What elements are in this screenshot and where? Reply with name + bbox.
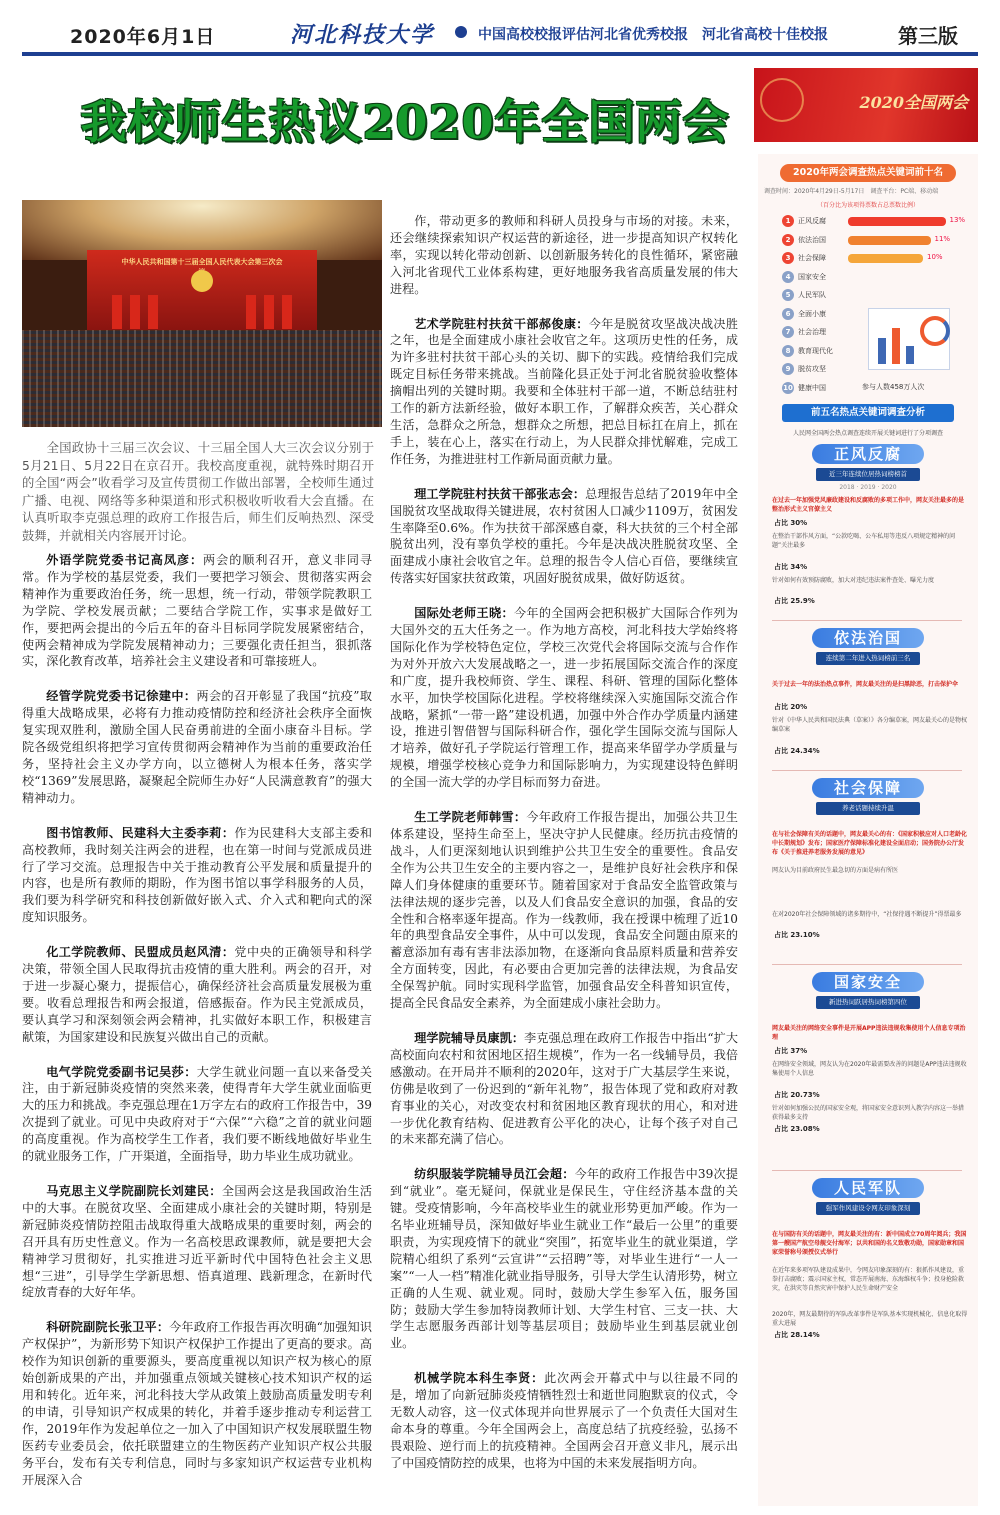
speaker-name: 外语学院党委书记高凤彦： [46,553,204,567]
ranking-row [782,214,966,228]
speaker-name: 科研院副院长张卫平： [46,1320,170,1335]
ranking-row [782,270,962,284]
ranking-number: 5 [782,289,794,301]
keyword-question: 在近年来多项军队建设成果中，令网友印象深刻的有：狠抓作风建设，重拳打击腐败；震示国家主权，常态开展南海、东海维权斗争；投身抢险救灾，在洪灾等自然灾害中保护人民生命财产安全 [772,1267,965,1292]
ranking-bar [848,254,923,263]
ranking-bar [848,236,931,245]
analysis-note: 人民网全国两会热点调查连续开展关键词进行了分项调查 [792,430,943,437]
page-headline: 我校师生热议2020年全国两会 [80,95,730,149]
ranking-row [782,233,962,247]
speaker-name: 纺织服装学院辅导员江会超： [414,1167,575,1182]
keyword-subtitle: 新进热词跃居热词榜第四位 [816,996,920,1009]
keyword-title: 依法治国 [812,628,924,648]
issue-date: 2020年6月1日 [70,26,216,48]
paper-logo: 河北科技大学 [290,22,435,48]
keyword-question: 在与社会保障有关的话题中，网友最关心的有：《国家积极应对人口老龄化中长期规划》发布；国家医疗保障标准化建设全面启动；国务院办公厅发布《关于推进养老服务发展的意见》 [772,831,968,856]
article-column-right [390,213,738,1490]
ranking-percent: 13% [949,216,966,224]
masthead [22,14,978,52]
article-paragraph [22,1319,372,1488]
analysis-title: 前五名热点关键词调查分析 [782,404,954,422]
article-text: 今年的全国两会把积极扩大国际合作列为大国外交的五大任务之一。作为地方高校，河北科技大学始终将国际化作为学校特色定位，学校三次党代会将国际交流与合作作为对外开放六大发展战略之一，进一步拓展国际交流合作的深度和广度，提升我校师资、学生、课程、科研、管理的国际化整体水平，加快学校国际化进程。学校将继续深入实施国际交流合作战略，紧抓“一带一路”建设机遇，加强中外合作办学质量内涵建设，推进引智借智与国际科研合作，强化学生国际交流与国际人才培养，做好孔子学院运行管理工作，提高来华留学办学质量与规模，增强学校核心竞争力和国际影响力，为实现建设特色鲜明的全国一流大学的办学目标而努力奋进。 [390,606,738,790]
ranking-percent: 11% [934,234,951,243]
speaker-name: 艺术学院驻村扶贫干部郝俊康： [414,316,589,331]
ranking-label: 正风反腐 [798,217,826,225]
ranking-number: 3 [782,252,794,264]
speaker-name: 化工学院教师、民盟成员赵风清： [46,945,235,960]
survey-meta: 调查时间：2020年4月29日-5月17日 调查平台：PC端、移动端 [764,188,939,195]
keyword-percent: 占比 23.08% [774,1125,820,1133]
article-text: 今年政府工作报告再次明确“加强知识产权保护”，为新形势下知识产权保护工作提出了更高的要求。高校作为知识创新的重要源头，要高度重视以知识产权为核心的原始创新成果的产出，并加强重点领域关键核心技术知识产权的运用和转化。近年来，河北科技大学从政策上鼓励高质量发明专利的申请，引导知识产权成果的转化，并着手逐步推动专利运营工作，2019年作为发起单位之一加入了中国知识产权发展联盟生物医药专业委员会，依托联盟建立的生物医药产业知识产权公共服务平台，发布有关专利信息，同时与多家知识产权运营专业机构开展深入合 [22,1320,372,1487]
article-paragraph [390,1166,738,1352]
article-text: 李克强总理在政府工作报告中指出“扩大高校面向农村和贫困地区招生规模”，作为一名一线辅导员，我倍感激动。在开局并不顺利的2020年，这对于广大基层学生来说，仿佛是收到了一份迟到的“新年礼物”，报告体现了党和政府对教育事业的关心，对改变农村和贫困地区教育现状的用心，和对进一步优化教育结构、促进教育公平化的决心，让每个孩子对自己的未来都充满了信心。 [390,1030,738,1147]
bullet-dot-icon [455,26,467,38]
great-hall-photo [22,200,382,427]
article-text: 今年是脱贫攻坚战决战决胜之年，也是全面建成小康社会收官之年。这项历史性的任务，成为许多驻村扶贫干部心头的关切、脚下的实践。疫情给我们完成既定目标任务带来挑战。当前隆化县正处于河北省脱贫验收整体摘帽出列的关键时期。我要和全体驻村干部一道，不断总结驻村工作的新方法新经验，做好本职工作，了解群众疾苦，关心群众生活，急群众之所急，想群众之所想，把总目标扛在肩上，抓在手上，装在心上，落实在行动上，为人民群众排忧解难，完成工作任务，为推进驻村工作新局面贡献力量。 [390,316,738,466]
sidebar-banner-title: 2020全国两会 [859,93,968,112]
article-text: 此次两会开幕式中与以往最不同的是，增加了向新冠肺炎疫情牺牲烈士和逝世同胞默哀的仪式，令无数人动容，这一仪式体现并向世界展示了一个负责任大国对生命本身的尊重。今年全国两会上，高度总结了抗疫经验，弘扬不畏艰险、逆行而上的抗疫精神。全国两会召开意义非凡，展示出了中国疫情防控的成果，也将为中国的未来发展指明方向。 [390,1371,738,1470]
article-text: 作，带动更多的教师和科研人员投身与市场的对接。未来，还会继续探索知识产权运营的新途径，进一步提高知识产权转化率，实现以转化带动创新、以创新服务转化的良性循环，紧密融入河北省现代工业体系构建，更好地服务我省高质量发展的伟大进程。 [390,214,738,296]
keyword-percent: 占比 20.73% [774,1091,820,1099]
speaker-name: 经管学院党委书记徐建中： [46,689,197,704]
article-text: 今年政府工作报告提出，加强公共卫生体系建设，坚持生命至上，坚决守护人民健康。经历抗击疫情的战斗，人们更深刻地认识到维护公共卫生安全的重要性。食品安全作为公共卫生安全的主要内容之一，是维护良好社会秩序和保障人们身体健康的重要环节。随着国家对于食品安全监管政策与法律法规的逐步完善，以及人们食品安全意识的加强，食品的安全性和合格率逐年提高。作为一线教师，我在授课中梳理了近10年的典型食品安全事件，从中可以发现，食品安全问题由原来的蓄意添加有毒有害非法添加物，在逐渐向食品原料质量和营养安全方面转变，因此，有必要由合更加完善的法律法规，为食品安全保驾护航。同时实现科学监管，加强食品安全科普知识宣传，提高全民食品安全素养，为全面建成小康社会助力。 [390,810,738,1011]
survey-title: 2020年两会调查热点关键词前十名 [780,164,956,182]
speaker-name: 图书馆教师、民建科大主委李莉： [46,825,235,840]
ranking-label: 人民军队 [798,291,826,299]
article-text: 今年的政府工作报告中39次提到“就业”。毫无疑问，保就业是保民生，守住经济基本盘的关键。受疫情影响，今年高校毕业生的就业形势更加严峻。作为一名毕业班辅导员，深知做好毕业生就业工作“最后一公里”的重要职责，为实现疫情下的就业“突围”，拓宽毕业生的就业渠道，学院精心组织了系列“云宣讲”“云招聘”等，对毕业生进行“一人一案”“一人一档”精准化就业指导服务，引导大学生认清形势，树立正确的人生观、就业观。同时，鼓励大学生参军入伍，服务国防；鼓励大学生参加特岗教师计划、大学生村官、三支一扶、大学生志愿服务西部计划等基层项目；鼓励毕业生到基层就业创业。 [390,1167,738,1351]
article-paragraph [390,605,738,791]
keyword-percent: 占比 20% [774,703,808,711]
survey-note: （百分比为该项得票数占总票数比例） [816,202,919,209]
paper-slogan: 中国高校校报评估河北省优秀校报 河北省高校十佳校报 [478,27,828,43]
keyword-question: 针对如何有效预防腐败，加大对违纪违法案件查处、曝光力度 [772,577,935,584]
ranking-label: 国家安全 [798,272,826,281]
article-paragraph [390,1030,738,1148]
keyword-percent: 占比 37% [774,1047,808,1055]
keyword-question: 网友最关注的网络安全事件是开展APP违法违规收集使用个人信息专项治理 [772,1025,966,1041]
ranking-label: 依法治国 [798,235,826,244]
edition-label: 第三版 [898,24,958,48]
keyword-subtitle: 近三年连续位居热词榜榜首 [816,468,920,481]
keyword-years: 2018 · 2019 · 2020 [839,484,897,491]
keyword-question: 在与国防有关的话题中，网友最关注的有：新中国成立70周年阅兵；我国第一艘国产航空母舰交付海军；以共和国的名义致敬功勋，国家勋章和国家荣誉称号颁授仪式举行 [772,1231,967,1256]
ranking-number: 4 [782,271,794,283]
keyword-question: 网友认为目前政府民生最急切的方面是病有所医 [772,867,899,874]
article-text: 全国两会这是我国政治生活中的大事。在脱贫攻坚、全面建成小康社会的关键时期，特别是新冠肺炎疫情防控阻击战取得重大战略成果的重要时刻，两会的召开具有历史性意义。作为一名高校思政课教师，就是要把大会精神学习贯彻好，扎实推进习近平新时代中国特色社会主义思想“三进”，引导学生学新思想、悟真道理、践新理念，在新时代绽放青春的大好年华。 [22,1184,372,1300]
ranking-number: 2 [782,234,794,246]
keyword-percent: 占比 25.9% [774,597,815,605]
section-divider [772,620,962,621]
keyword-question: 针对如何加强公民的国家安全观，将国家安全意识列入教学内容这一举措获得最多支持 [772,1105,965,1121]
article-paragraph [22,552,372,670]
keyword-question: 针对《中华人民共和国民法典（草案）》各分编草案，网友最关心的是物权编草案 [772,717,968,733]
lead-paragraph: 全国政协十三届三次会议、十三届全国人大三次会议分别于5月21日、5月22日在京召开。我校高度重视，就特殊时期召开的全国“两会”收看学习及宣传贯彻工作做出部署，全校师生通过广播、电视、网络等多种渠道和形式积极收听收看大会直播。在认真听取李克强总理的政府工作报告后，师生们反响热烈、深受鼓舞，并就相关内容展开讨论。 [22,441,374,543]
infographic-sidebar [758,68,978,1508]
section-divider [772,964,962,965]
keyword-question: 关于过去一年的法治热点事件，网友最关注的是扫黑除恶，打击保护伞 [772,681,959,688]
section-divider [772,770,962,771]
photo-banner-text: 中华人民共和国第十三届全国人民代表大会第三次会 [121,258,283,266]
national-emblem-icon [191,270,213,292]
ranking-label: 教育现代化 [798,346,833,355]
ranking-number: 10 [783,383,793,392]
speaker-name: 马克思主义学院副院长刘建民： [46,1184,222,1198]
ranking-label: 社会保障 [798,254,826,262]
article-paragraph [22,1183,372,1301]
article-paragraph [390,1370,738,1471]
keyword-subtitle: 连续第二年进入热词榜前三名 [816,652,920,665]
ranking-number: 6 [782,308,794,320]
keyword-title: 人民军队 [812,1178,924,1198]
article-paragraph [390,809,738,1012]
ranking-label: 全面小康 [798,309,826,318]
keyword-question: 在对2020年社会保障领域的诸多期待中，“社保待遇不断提升”得票最多 [772,911,962,918]
keyword-title: 国家安全 [812,972,924,992]
article-paragraph [22,944,372,1045]
keyword-percent: 占比 34% [774,563,808,571]
speaker-name: 生工学院老师韩雪： [414,810,527,825]
article-paragraph [22,825,372,926]
speaker-name: 理学院辅导员康凯： [414,1030,525,1045]
ranking-number: 1 [782,215,794,227]
article-paragraph [390,316,738,468]
speaker-name: 电气学院党委副书记吴莎： [46,1064,197,1079]
article-paragraph [22,1064,372,1165]
keyword-question: 2020年，网友最期待的军队改革事件是军队基本实现机械化、信息化取得重大进展 [772,1311,968,1327]
article-text: 两会的召开彰显了我国“抗疫”取得重大战略成果，必将有力推动疫情防控和经济社会秩序全面恢复实现双胜利，激励全国人民奋勇前进的全面小康奋斗目标。学院各级党组织将把学习宣传贯彻两会精神作为当前的重要政治任务，坚持社会主义办学方向，以立德树人为根本任务，落实学校“1369”发展思路，凝聚起全院师生办好“人民满意教育”的强大精神动力。 [22,689,372,805]
ranking-number: 9 [782,363,794,375]
keyword-percent: 占比 28.14% [774,1331,820,1339]
speaker-name: 国际处老师王晓： [414,606,514,621]
sidebar-banner [754,68,978,142]
ranking-label: 健康中国 [798,383,826,392]
section-divider [772,1170,962,1171]
keyword-percent: 占比 30% [774,519,808,527]
article-paragraph [390,486,738,587]
keyword-question: 在整治干部作风方面，“公款吃喝、公车私用等违反八项规定精神的问题”关注最多 [772,533,956,549]
article-paragraph [390,213,738,298]
article-text: 党中央的正确领导和科学决策，带领全国人民取得抗击疫情的重大胜利。两会的召开，对于进一步凝心聚力，提振信心，确保经济社会高质量发展极为重要。收看总理报告和两会报道，倍感振奋。作为民主党派成员，要认真学习和深刻领会两会精神，扎实做好本职工作，积极建言献策，为国家建设和民族复兴做出自己的贡献。 [22,945,372,1044]
ranking-number: 8 [782,345,794,357]
participants-count: 参与人数458万人次 [862,383,925,391]
article-text: 大学生就业问题一直以来备受关注，由于新冠肺炎疫情的突然来袭，使得青年大学生就业面临更大的压力和挑战。李克强总理在1万字左右的政府工作报告中，39次提到了就业。可见中央政府对于“六保”“六稳”之首的就业问题的高度重视。作为高校学生工作者，我们要不断线地做好毕业生的就业服务工作，广开渠道，全面指导，助力毕业生成功就业。 [22,1064,372,1164]
ranking-number: 7 [782,326,794,338]
keyword-percent: 占比 24.34% [774,747,820,755]
chart-illustration-icon [858,298,958,388]
speaker-name: 机械学院本科生李贤： [414,1371,545,1386]
article-text: 两会的顺利召开，意义非同寻常。作为学校的基层党委，我们一要把学习领会、贯彻落实两会精神作为重要政治任务，统一思想，统一行动，带领学院教职工为学院、学校发展贡献；二要结合学院工作，实事求是做好工作，要把两会提出的今后五年的奋斗目标同学院发展紧密结合，使两会精神成为学院发展精神动力；三要强化责任担当，狠抓落实，深化教育改革，培养社会主义建设者和可靠接班人。 [22,553,372,669]
article-text: 总理报告总结了2019年中全国脱贫攻坚战取得关键进展，农村贫困人口减少1109万，贫困发生率降至0.6%。作为扶贫干部深感自豪，科大扶贫的三个村全部脱贫出列，没有辜负学校的重托。今年是决战决胜脱贫攻坚、全面建成小康社会收官之年。总理的报告令人信心百倍，要继续宣传落实好国家扶贫政策，巩固好脱贫成果，做好防返贫。 [390,486,738,586]
article-column-left [22,552,372,1506]
keyword-question: 在过去一年加强党风廉政建设和反腐败的多项工作中，网友关注最多的是整治形式主义官僚主义 [772,497,965,513]
ranking-percent: 10% [927,253,943,261]
keyword-subtitle: 强军作风建设令网友印象深刻 [816,1202,920,1215]
masthead-rule [22,52,978,56]
keyword-subtitle: 养老话题持续升温 [816,802,920,815]
keyword-question: 在网络安全领域，网友认为在2020年最需要改善的问题是APP违法违规收集使用个人信息 [772,1061,967,1077]
ranking-label: 脱贫攻坚 [798,365,826,373]
ranking-row [782,251,962,265]
ranking-label: 社会治理 [798,328,826,336]
speaker-name: 理工学院驻村扶贫干部张志会： [414,486,586,501]
article-text: 作为民建科大支部主委和高校教师，我时刻关注两会的进程，也在第一时间与党派成员进行了学习交流。总理报告中关于推动教育公平发展和质量提升的内容，也是所有教师的期盼，作为图书馆以事学科服务的人员，我们要为科学研究和科技创新做好嵌入式、介入式和靶向式的深度知识服务。 [22,825,372,925]
ranking-bar [848,217,946,226]
keyword-title: 社会保障 [812,778,924,798]
article-paragraph [22,688,372,806]
keyword-title: 正风反腐 [812,444,924,464]
keyword-percent: 占比 23.10% [774,931,820,939]
